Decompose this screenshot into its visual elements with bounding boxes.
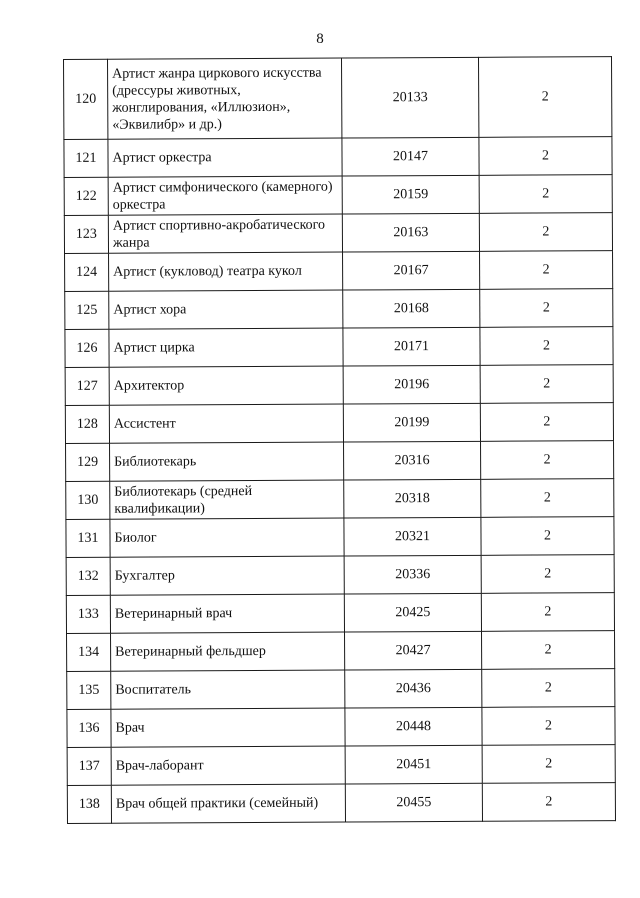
qualification-level: 2: [481, 441, 614, 480]
row-number: 131: [66, 519, 110, 557]
qualification-level: 2: [481, 593, 614, 632]
row-number: 137: [67, 747, 111, 785]
row-number: 121: [64, 139, 108, 177]
profession-table: [63, 56, 616, 824]
table-row: [66, 479, 614, 520]
table-row: [66, 555, 614, 596]
table-row: [67, 631, 615, 672]
qualification-level: 2: [482, 669, 615, 708]
profession-name: Артист жанра циркового искусства (дрессуры животных, жонглирования, «Иллюзион», «Эквилибр» и др.): [108, 58, 342, 139]
table-row: [64, 175, 612, 216]
profession-code: 20448: [345, 707, 482, 746]
qualification-level: 2: [479, 137, 612, 176]
row-number: 136: [67, 709, 111, 747]
profession-code: 20451: [345, 745, 482, 784]
row-number: 124: [65, 253, 109, 291]
profession-code: 20427: [345, 631, 482, 670]
row-number: 125: [65, 291, 109, 329]
profession-code: 20196: [343, 365, 480, 404]
table-row: [65, 327, 613, 368]
profession-code: 20436: [345, 669, 482, 708]
row-number: 123: [64, 215, 108, 253]
profession-name: Артист цирка: [109, 328, 343, 367]
profession-name: Артист (кукловод) театра кукол: [109, 252, 343, 291]
qualification-level: 2: [482, 783, 615, 822]
profession-name: Артист хора: [109, 290, 343, 329]
qualification-level: 2: [479, 213, 612, 252]
row-number: 129: [66, 443, 110, 481]
table-row: [66, 517, 614, 558]
profession-code: 20425: [344, 593, 481, 632]
profession-code: 20455: [345, 783, 482, 822]
profession-code: 20336: [344, 555, 481, 594]
row-number: 122: [64, 177, 108, 215]
qualification-level: 2: [481, 517, 614, 556]
row-number: 132: [66, 557, 110, 595]
profession-name: Воспитатель: [111, 670, 345, 709]
table-row: [65, 251, 613, 292]
row-number: 130: [66, 481, 110, 519]
profession-code: 20147: [342, 137, 479, 176]
table-row: [67, 669, 615, 710]
profession-name: Артист симфонического (камерного) оркестра: [108, 176, 342, 215]
profession-code: 20318: [344, 479, 481, 518]
qualification-level: 2: [482, 631, 615, 670]
row-number: 138: [67, 785, 111, 823]
qualification-level: 2: [480, 289, 613, 328]
row-number: 128: [65, 405, 109, 443]
qualification-level: 2: [479, 175, 612, 214]
qualification-level: 2: [478, 57, 611, 138]
profession-name: Врач общей практики (семейный): [111, 784, 345, 823]
table-row: [64, 57, 612, 140]
profession-name: Ветеринарный врач: [110, 594, 344, 633]
table-row: [67, 783, 615, 824]
profession-name: Архитектор: [109, 366, 343, 405]
profession-name: Артист спортивно-акробатического жанра: [108, 214, 342, 253]
row-number: 127: [65, 367, 109, 405]
profession-code: 20167: [343, 251, 480, 290]
row-number: 134: [67, 633, 111, 671]
profession-code: 20133: [341, 57, 478, 138]
table-row: [67, 707, 615, 748]
qualification-level: 2: [480, 403, 613, 442]
profession-code: 20159: [342, 175, 479, 214]
profession-code: 20199: [343, 403, 480, 442]
profession-name: Бухгалтер: [110, 556, 344, 595]
table-row: [67, 745, 615, 786]
profession-name: Биолог: [110, 518, 344, 557]
profession-code: 20168: [343, 289, 480, 328]
row-number: 120: [64, 59, 108, 139]
qualification-level: 2: [482, 745, 615, 784]
profession-code: 20316: [344, 441, 481, 480]
profession-code: 20321: [344, 517, 481, 556]
qualification-level: 2: [481, 479, 614, 518]
profession-name: Ассистент: [109, 404, 343, 443]
table-row: [65, 403, 613, 444]
row-number: 126: [65, 329, 109, 367]
qualification-level: 2: [482, 707, 615, 746]
table-row: [64, 137, 612, 178]
qualification-level: 2: [481, 555, 614, 594]
page-number: 8: [316, 31, 324, 47]
qualification-level: 2: [480, 365, 613, 404]
profession-code: 20163: [342, 213, 479, 252]
table-row: [65, 289, 613, 330]
table-row: [65, 365, 613, 406]
table-row: [64, 213, 612, 254]
profession-name: Артист оркестра: [108, 138, 342, 177]
table-row: [66, 593, 614, 634]
profession-name: Ветеринарный фельдшер: [111, 632, 345, 671]
profession-code: 20171: [343, 327, 480, 366]
profession-name: Врач-лаборант: [111, 746, 345, 785]
row-number: 135: [67, 671, 111, 709]
qualification-level: 2: [480, 327, 613, 366]
profession-name: Библиотекарь (средней квалификации): [110, 480, 344, 519]
qualification-level: 2: [480, 251, 613, 290]
row-number: 133: [66, 595, 110, 633]
profession-name: Врач: [111, 708, 345, 747]
profession-name: Библиотекарь: [110, 442, 344, 481]
table-row: [66, 441, 614, 482]
